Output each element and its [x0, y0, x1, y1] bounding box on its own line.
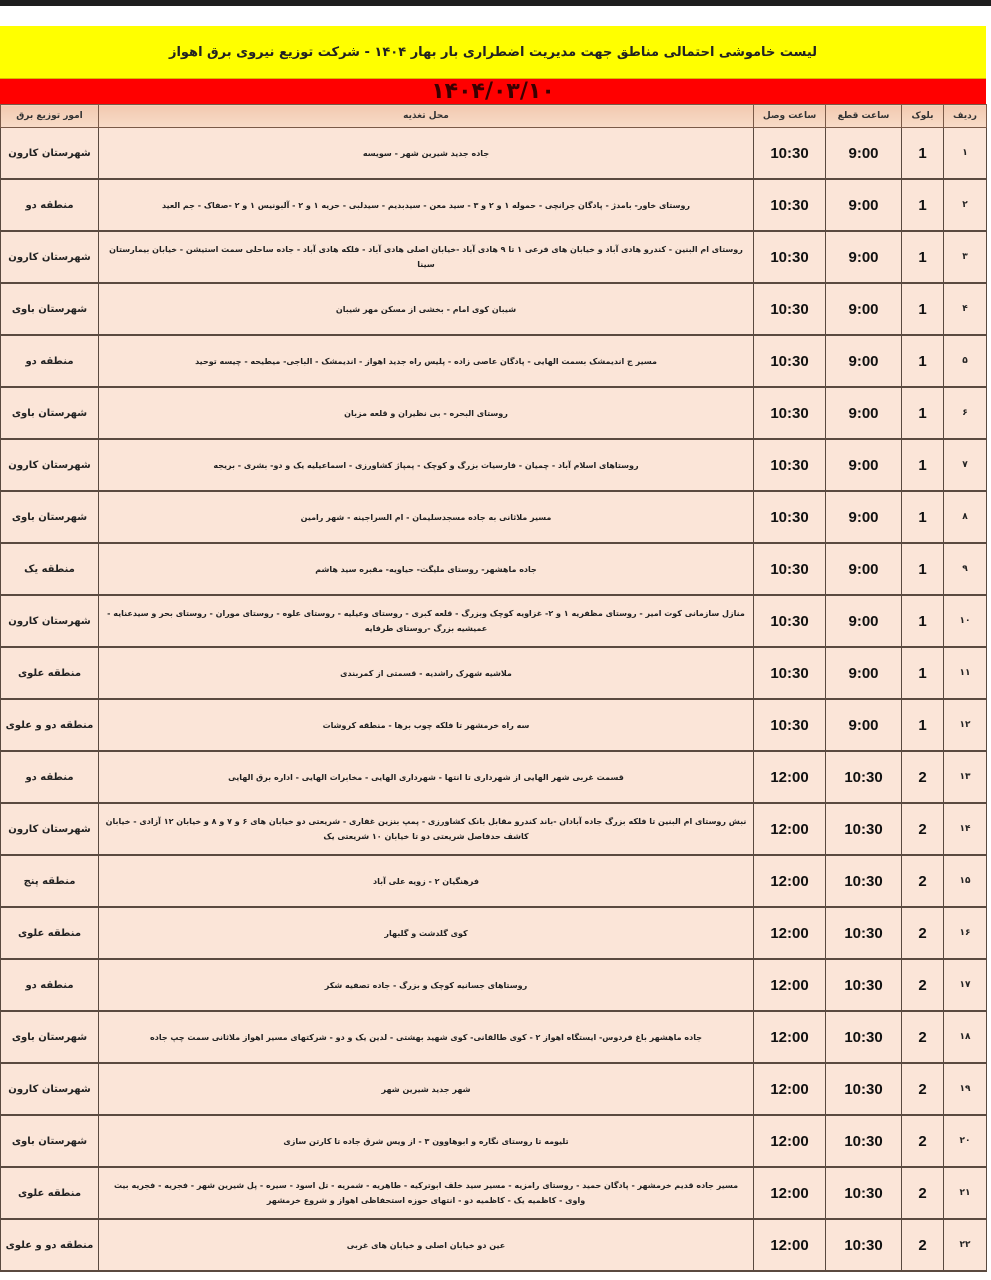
cut-time-cell: 10:30: [826, 1115, 902, 1167]
block-cell: 1: [902, 543, 944, 595]
location-cell: مسیر ملاثانی به جاده مسجدسلیمان - ام السراجینه - شهر رامین: [99, 491, 754, 543]
table-row: [1, 543, 987, 595]
block-cell: 1: [902, 335, 944, 387]
connect-time-cell: 10:30: [754, 491, 826, 543]
block-cell: 1: [902, 231, 944, 283]
row-number-cell: ۲۲: [944, 1219, 987, 1271]
block-cell: 1: [902, 595, 944, 647]
cut-time-cell: 9:00: [826, 699, 902, 751]
location-cell: روستای خاور- بامدژ - پادگان جرانچی - حموله ۱ و ۲ و ۳ - سید معن - سیدبدیم - سیدلبی - حریه ۱ و ۲ - آلبونیس ۱ و ۲ -صفاک - جم العید: [99, 179, 754, 231]
table-row: [1, 439, 987, 491]
cut-time-cell: 10:30: [826, 1011, 902, 1063]
block-cell: 2: [902, 1063, 944, 1115]
location-cell: مسیر جاده قدیم خرمشهر - پادگان حمید - روستای رامزیه - مسیر سید خلف ابوترکیه - طاهریه - شمریه - تل اسود - سیره - پل شیرین شهر - فجریه - فجریه بیت واوی - کاظمیه یک - کاظمیه دو - انتهای حوزه استحفاظی اهواز و شروع خرمشهر: [99, 1167, 754, 1219]
location-cell: روستاهای اسلام آباد - چمیان - فارسیات بزرگ و کوچک - پمپاژ کشاورزی - اسماعیلیه یک و دو- بشری - بریجه: [99, 439, 754, 491]
district-cell: منطقه علوی: [1, 647, 99, 699]
district-cell: منطقه یک: [1, 543, 99, 595]
connect-time-cell: 12:00: [754, 959, 826, 1011]
district-cell: شهرستان کارون: [1, 128, 99, 180]
location-cell: فرهنگیان ۲ - زویه علی آباد: [99, 855, 754, 907]
table-row: [1, 335, 987, 387]
district-cell: شهرستان کارون: [1, 803, 99, 855]
header-connect-time: ساعت وصل: [754, 105, 826, 128]
district-cell: شهرستان کارون: [1, 595, 99, 647]
block-cell: 1: [902, 439, 944, 491]
connect-time-cell: 12:00: [754, 803, 826, 855]
location-cell: کوی گلدشت و گلبهار: [99, 907, 754, 959]
table-row: [1, 647, 987, 699]
location-cell: شیبان کوی امام - بخشی از مسکن مهر شیبان: [99, 283, 754, 335]
cut-time-cell: 10:30: [826, 1219, 902, 1271]
connect-time-cell: 10:30: [754, 595, 826, 647]
status-bar: [0, 0, 991, 6]
block-cell: 2: [902, 907, 944, 959]
cut-time-cell: 9:00: [826, 179, 902, 231]
cut-time-cell: 10:30: [826, 855, 902, 907]
connect-time-cell: 10:30: [754, 231, 826, 283]
block-cell: 1: [902, 387, 944, 439]
table-row: [1, 1219, 987, 1271]
location-cell: جاده جدید شیرین شهر - سویسه: [99, 128, 754, 180]
table-row: [1, 855, 987, 907]
connect-time-cell: 12:00: [754, 1219, 826, 1271]
table-row: [1, 283, 987, 335]
table-row: [1, 1063, 987, 1115]
block-cell: 1: [902, 699, 944, 751]
header-cut-time: ساعت قطع: [826, 105, 902, 128]
location-cell: جاده ماهشهر- روستای ملیگت- حیاویه- مقبره سید هاشم: [99, 543, 754, 595]
cut-time-cell: 9:00: [826, 491, 902, 543]
connect-time-cell: 10:30: [754, 283, 826, 335]
cut-time-cell: 9:00: [826, 387, 902, 439]
table-row: [1, 959, 987, 1011]
connect-time-cell: 10:30: [754, 439, 826, 491]
district-cell: شهرستان باوی: [1, 387, 99, 439]
table-row: [1, 1011, 987, 1063]
location-cell: سه راه خرمشهر تا فلکه چوب برها - منطقه کروشات: [99, 699, 754, 751]
row-number-cell: ۱۵: [944, 855, 987, 907]
cut-time-cell: 9:00: [826, 231, 902, 283]
district-cell: شهرستان کارون: [1, 231, 99, 283]
district-cell: شهرستان باوی: [1, 283, 99, 335]
cut-time-cell: 9:00: [826, 128, 902, 180]
table-row: [1, 751, 987, 803]
location-cell: منازل سازمانی کوت امیر - روستای مظفریه ۱ و ۲- غزاویه کوچک وبزرگ - قلعه کبری - روستای وعیلیه - روستای علوه - روستای موران - روستای بحر و سیدعنایه - عمیشیه بزرگ -روستای طرفایه: [99, 595, 754, 647]
location-cell: عین دو خیابان اصلی و خیابان های غربی: [99, 1219, 754, 1271]
schedule-date: ۱۴۰۴/۰۳/۱۰: [431, 79, 555, 104]
row-number-cell: ۷: [944, 439, 987, 491]
block-cell: 2: [902, 1011, 944, 1063]
row-number-cell: ۱: [944, 128, 987, 180]
district-cell: منطقه دو: [1, 179, 99, 231]
row-number-cell: ۲۱: [944, 1167, 987, 1219]
cut-time-cell: 10:30: [826, 751, 902, 803]
cut-time-cell: 9:00: [826, 543, 902, 595]
district-cell: شهرستان باوی: [1, 1011, 99, 1063]
cut-time-cell: 10:30: [826, 1167, 902, 1219]
connect-time-cell: 12:00: [754, 1167, 826, 1219]
row-number-cell: ۴: [944, 283, 987, 335]
table-row: [1, 491, 987, 543]
location-cell: قسمت غربی شهر الهایی از شهرداری تا انتها - شهرداری الهایی - مخابرات الهایی - اداره برق الهایی: [99, 751, 754, 803]
row-number-cell: ۱۷: [944, 959, 987, 1011]
block-cell: 2: [902, 855, 944, 907]
location-cell: روستاهای جسانیه کوچک و بزرگ - جاده تصفیه شکر: [99, 959, 754, 1011]
district-cell: منطقه علوی: [1, 907, 99, 959]
district-cell: منطقه دو و علوی: [1, 699, 99, 751]
location-cell: روستای البحره - بی نظیران و قلعه مزبان: [99, 387, 754, 439]
row-number-cell: ۳: [944, 231, 987, 283]
row-number-cell: ۱۲: [944, 699, 987, 751]
location-cell: روستای ام البنین - کندرو هادی آباد و خیابان های فرعی ۱ تا ۹ هادی آباد -خیابان اصلی هادی آباد - فلکه هادی آباد - جاده ساحلی سمت استیشن - خیابان بیمارستان سینا: [99, 231, 754, 283]
connect-time-cell: 10:30: [754, 387, 826, 439]
block-cell: 2: [902, 803, 944, 855]
table-row: [1, 1115, 987, 1167]
page-title: لیست خاموشی احتمالی مناطق جهت مدیریت اضطراری بار بهار ۱۴۰۴ - شرکت توزیع نیروی برق اهواز: [168, 44, 818, 60]
row-number-cell: ۵: [944, 335, 987, 387]
cut-time-cell: 9:00: [826, 595, 902, 647]
row-number-cell: ۸: [944, 491, 987, 543]
location-cell: تلیومه تا روستای نگاره و ابوهاوون ۳ - از ویس شرق جاده تا کارتن سازی: [99, 1115, 754, 1167]
district-cell: منطقه پنج: [1, 855, 99, 907]
cut-time-cell: 9:00: [826, 439, 902, 491]
row-number-cell: ۱۴: [944, 803, 987, 855]
block-cell: 2: [902, 1219, 944, 1271]
row-number-cell: ۱۱: [944, 647, 987, 699]
table-row: [1, 128, 987, 180]
district-cell: منطقه دو: [1, 959, 99, 1011]
row-number-cell: ۲: [944, 179, 987, 231]
location-cell: جاده ماهشهر باغ فردوس- ایستگاه اهواز ۲ - کوی طالقانی- کوی شهید بهشتی - لدین یک و دو - شرکتهای مسیر اهواز ملاثانی سمت چپ جاده: [99, 1011, 754, 1063]
location-cell: مسیر ج اندیمشک بسمت الهایی - پادگان عاصی زاده - پلیس راه جدید اهواز - اندیمشک - الباجی- میطیحه - چیسه توحید: [99, 335, 754, 387]
block-cell: 1: [902, 283, 944, 335]
district-cell: منطقه دو: [1, 751, 99, 803]
row-number-cell: ۶: [944, 387, 987, 439]
row-number-cell: ۱۸: [944, 1011, 987, 1063]
block-cell: 1: [902, 179, 944, 231]
cut-time-cell: 9:00: [826, 283, 902, 335]
table-row: [1, 1167, 987, 1219]
connect-time-cell: 10:30: [754, 335, 826, 387]
district-cell: شهرستان باوی: [1, 491, 99, 543]
district-cell: شهرستان کارون: [1, 1063, 99, 1115]
connect-time-cell: 12:00: [754, 1011, 826, 1063]
table-row: [1, 803, 987, 855]
block-cell: 1: [902, 491, 944, 543]
connect-time-cell: 12:00: [754, 751, 826, 803]
district-cell: شهرستان باوی: [1, 1115, 99, 1167]
header-block: بلوک: [902, 105, 944, 128]
row-number-cell: ۲۰: [944, 1115, 987, 1167]
district-cell: منطقه دو و علوی: [1, 1219, 99, 1271]
date-band: [0, 79, 986, 104]
outage-schedule-sheet: [0, 26, 986, 1272]
row-number-cell: ۱۰: [944, 595, 987, 647]
block-cell: 1: [902, 128, 944, 180]
connect-time-cell: 12:00: [754, 907, 826, 959]
block-cell: 2: [902, 1167, 944, 1219]
cut-time-cell: 10:30: [826, 1063, 902, 1115]
block-cell: 2: [902, 1115, 944, 1167]
connect-time-cell: 10:30: [754, 128, 826, 180]
district-cell: منطقه علوی: [1, 1167, 99, 1219]
location-cell: نبش روستای ام البنین تا فلکه بزرگ جاده آبادان -باند کندرو مقابل بانک کشاورزی - پمپ بنزین غفاری - شریعتی دو خیابان های ۶ و ۷ و ۸ و خیابان ۱۲ آزادی - خیابان کاشف حدفاصل شریعتی دو تا خیابان ۱۰ شریعتی یک: [99, 803, 754, 855]
cut-time-cell: 10:30: [826, 803, 902, 855]
table-row: [1, 231, 987, 283]
connect-time-cell: 10:30: [754, 179, 826, 231]
table-row: [1, 907, 987, 959]
cut-time-cell: 10:30: [826, 959, 902, 1011]
cut-time-cell: 9:00: [826, 335, 902, 387]
block-cell: 1: [902, 647, 944, 699]
title-band: [0, 26, 986, 79]
header-location: محل تغذیه: [99, 105, 754, 128]
connect-time-cell: 12:00: [754, 1063, 826, 1115]
cut-time-cell: 9:00: [826, 647, 902, 699]
location-cell: شهر جدید شیرین شهر: [99, 1063, 754, 1115]
row-number-cell: ۱۹: [944, 1063, 987, 1115]
connect-time-cell: 10:30: [754, 699, 826, 751]
row-number-cell: ۱۳: [944, 751, 987, 803]
header-row-number: ردیف: [944, 105, 987, 128]
location-cell: ملاشیه شهرک راشدیه - قسمتی از کمربندی: [99, 647, 754, 699]
table-header-row: [1, 105, 987, 128]
table-row: [1, 699, 987, 751]
table-row: [1, 179, 987, 231]
table-row: [1, 595, 987, 647]
connect-time-cell: 10:30: [754, 647, 826, 699]
cut-time-cell: 10:30: [826, 907, 902, 959]
connect-time-cell: 12:00: [754, 855, 826, 907]
block-cell: 2: [902, 751, 944, 803]
block-cell: 2: [902, 959, 944, 1011]
row-number-cell: ۹: [944, 543, 987, 595]
district-cell: منطقه دو: [1, 335, 99, 387]
district-cell: شهرستان کارون: [1, 439, 99, 491]
outage-table: [0, 104, 987, 1272]
row-number-cell: ۱۶: [944, 907, 987, 959]
table-row: [1, 387, 987, 439]
connect-time-cell: 10:30: [754, 543, 826, 595]
connect-time-cell: 12:00: [754, 1115, 826, 1167]
header-district: امور توزیع برق: [1, 105, 99, 128]
